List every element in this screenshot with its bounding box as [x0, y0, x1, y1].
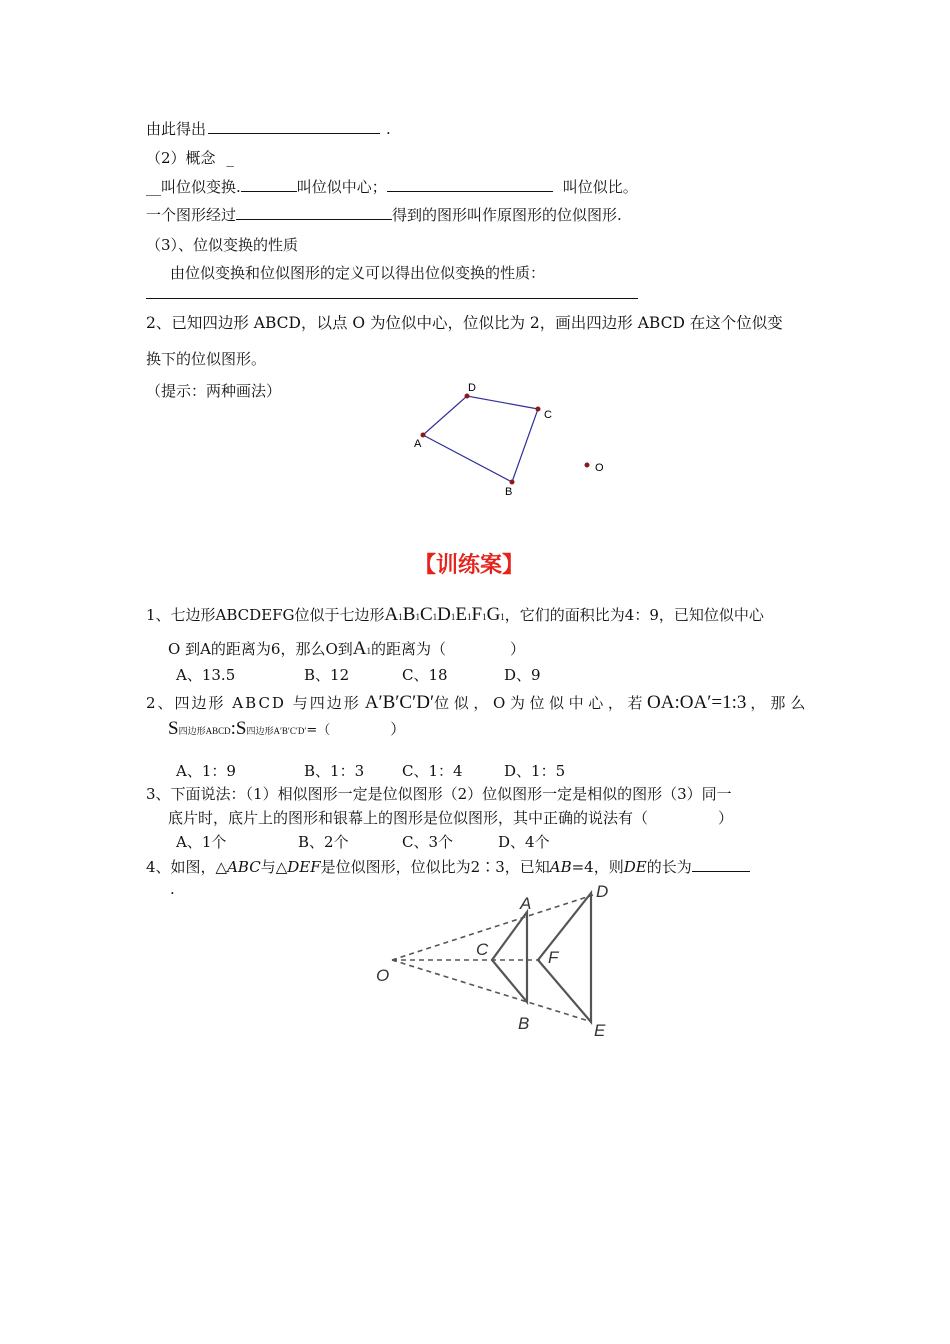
label-a: A [414, 438, 422, 450]
option-c[interactable]: C、3个 [402, 833, 454, 851]
concept-heading: （2）概念 _ [146, 149, 234, 167]
label-a: A [520, 894, 532, 913]
label-f: F [548, 948, 559, 967]
option-b[interactable]: B、1：3 [304, 762, 365, 780]
label-d: D [596, 882, 609, 901]
training-title: 【训练案】 [414, 553, 525, 578]
option-c[interactable]: C、1：4 [402, 762, 463, 780]
exercise-2-line-1: 2、已知四边形 ABCD，以点 O 为位似中心，位似比为 2，画出四边形 ABCD 在这个位似变 [146, 314, 783, 332]
derive-line: 由此得出 . [146, 120, 391, 138]
option-d[interactable]: D、9 [504, 666, 541, 684]
option-a[interactable]: A、1个 [176, 833, 227, 851]
option-b[interactable]: B、2个 [298, 833, 349, 851]
option-d[interactable]: D、4个 [498, 833, 550, 851]
option-a[interactable]: A、13.5 [176, 666, 236, 684]
label-c: C [476, 940, 489, 959]
label-o: O [376, 966, 390, 985]
exercise-2-line-2: 换下的位似图形。 [146, 350, 267, 368]
label-b: B [518, 1014, 530, 1033]
option-d[interactable]: D、1：5 [504, 762, 566, 780]
label-c: C [544, 409, 552, 421]
polygon-a1-g1: A1B1C1D1E1F1G1 [384, 604, 505, 625]
question-4-end-dot: . [170, 880, 175, 898]
property-heading: （3）、位似变换的性质 [146, 236, 299, 254]
label-b: B [505, 486, 513, 498]
question-4-line-1: 4、如图，△ABC与△DEF是位似图形，位似比为2∶3，已知AB=4，则DE的长为 [146, 856, 750, 877]
option-c[interactable]: C、18 [402, 666, 448, 684]
label-e: E [594, 1021, 606, 1040]
label-o: O [595, 462, 604, 474]
triangle-def [538, 893, 591, 1022]
ray-oe [392, 960, 592, 1022]
question-3-line-2: 底片时，底片上的图形和银幕上的图形是位似图形，其中正确的说法有（ ） [168, 809, 734, 827]
option-a[interactable]: A、1：9 [176, 762, 236, 780]
label-d: D [468, 382, 476, 394]
question-2-line-2: S四边形ABCD:S四边形A′B′C′D′=（ ） [168, 718, 406, 739]
concept-line-2: 一个图形经过 得到的图形叫作原图形的位似图形. [146, 206, 622, 224]
question-1-line-1: 1、七边形ABCDEFG位似于七边形A1B1C1D1E1F1G1，它们的面积比为4：9，已知位似中心 [146, 604, 764, 625]
exercise-2-hint: （提示：两种画法） [146, 382, 282, 400]
question-1-line-2: O 到A的距离为6，那么O到A1的距离为（ ） [168, 638, 526, 659]
question-3-line-1: 3、下面说法：（1）相似图形一定是位似图形（2）位似图形一定是相似的图形（3）同一 [146, 785, 732, 803]
concept-line-1: __叫位似变换. 叫位似中心； 叫位似比。 [146, 178, 638, 196]
option-b[interactable]: B、12 [304, 666, 350, 684]
property-text: 由位似变换和位似图形的定义可以得出位似变换的性质： [170, 264, 546, 282]
question-2-line-1: 2、四边形 ABCD 与四边形 A′B′C′D′位似，O为位似中心，若OA:OA′=1:3 ，那么 [146, 692, 811, 713]
